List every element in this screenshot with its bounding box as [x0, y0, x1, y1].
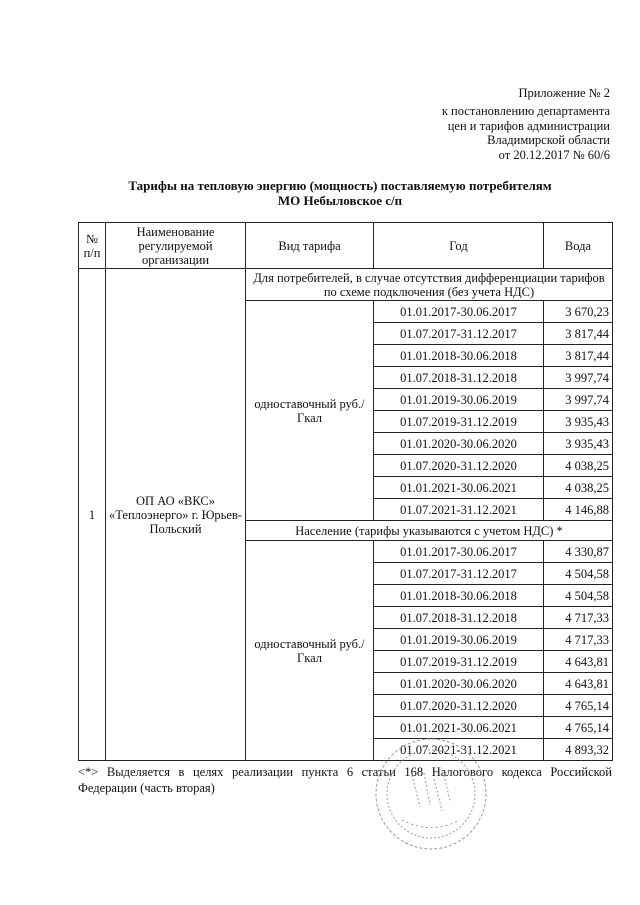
- group-header: Для потребителей, в случае отсутствия дифференциации тарифов по схеме подключения (без учета НДС): [246, 269, 613, 301]
- title-line-1: Тарифы на тепловую энергию (мощность) поставляемую потребителям: [128, 178, 552, 193]
- value-cell: 3 817,44: [544, 323, 613, 345]
- value-cell: 4 765,14: [544, 717, 613, 739]
- organization-name: ОП АО «ВКС» «Теплоэнерго» г. Юрьев-Польский: [106, 269, 246, 761]
- decree-reference: [442, 104, 610, 162]
- tariff-table: [78, 222, 613, 761]
- value-cell: 4 765,14: [544, 695, 613, 717]
- period-cell: 01.01.2017-30.06.2017: [374, 301, 544, 323]
- footnote: <*> Выделяется в целях реализации пункта 6 статьи 168 Налогового кодекса Российской Федерации (часть вторая): [78, 765, 612, 795]
- value-cell: 3 997,74: [544, 367, 613, 389]
- value-cell: 4 717,33: [544, 629, 613, 651]
- period-cell: 01.07.2020-31.12.2020: [374, 695, 544, 717]
- period-cell: 01.07.2019-31.12.2019: [374, 651, 544, 673]
- period-cell: 01.07.2021-31.12.2021: [374, 739, 544, 761]
- period-cell: 01.01.2018-30.06.2018: [374, 345, 544, 367]
- value-cell: 3 997,74: [544, 389, 613, 411]
- page-title: [100, 178, 580, 208]
- period-cell: 01.07.2018-31.12.2018: [374, 607, 544, 629]
- period-cell: 01.01.2019-30.06.2019: [374, 389, 544, 411]
- tariff-type: одноставочный руб./Гкал: [246, 541, 374, 761]
- period-cell: 01.01.2021-30.06.2021: [374, 477, 544, 499]
- value-cell: 3 670,23: [544, 301, 613, 323]
- period-cell: 01.01.2020-30.06.2020: [374, 673, 544, 695]
- period-cell: 01.01.2020-30.06.2020: [374, 433, 544, 455]
- group-header-row: [79, 269, 613, 301]
- decree-line: цен и тарифов администрации: [447, 118, 610, 133]
- value-cell: 4 643,81: [544, 651, 613, 673]
- table-header-row: [79, 223, 613, 269]
- period-cell: 01.07.2020-31.12.2020: [374, 455, 544, 477]
- tariff-type: одноставочный руб./Гкал: [246, 301, 374, 521]
- value-cell: 4 330,87: [544, 541, 613, 563]
- decree-line: Владимирской области: [487, 133, 610, 147]
- official-seal-icon: [372, 735, 490, 853]
- period-cell: 01.01.2017-30.06.2017: [374, 541, 544, 563]
- period-cell: 01.07.2021-31.12.2021: [374, 499, 544, 521]
- value-cell: 4 146,88: [544, 499, 613, 521]
- period-cell: 01.01.2019-30.06.2019: [374, 629, 544, 651]
- col-header-num: № п/п: [79, 223, 106, 269]
- value-cell: 3 935,43: [544, 411, 613, 433]
- group-header: Население (тарифы указываются с учетом НДС) *: [246, 521, 613, 541]
- period-cell: 01.07.2018-31.12.2018: [374, 367, 544, 389]
- col-header-value: Вода: [544, 223, 613, 269]
- period-cell: 01.07.2017-31.12.2017: [374, 323, 544, 345]
- period-cell: 01.01.2018-30.06.2018: [374, 585, 544, 607]
- value-cell: 4 643,81: [544, 673, 613, 695]
- title-line-2: МО Небыловское с/п: [277, 193, 403, 208]
- value-cell: 3 817,44: [544, 345, 613, 367]
- decree-line: от 20.12.2017 № 60/6: [498, 147, 610, 162]
- col-header-org: Наименование регулируемой организации: [106, 223, 246, 269]
- value-cell: 3 935,43: [544, 433, 613, 455]
- value-cell: 4 038,25: [544, 477, 613, 499]
- value-cell: 4 893,32: [544, 739, 613, 761]
- value-cell: 4 504,58: [544, 563, 613, 585]
- period-cell: 01.01.2021-30.06.2021: [374, 717, 544, 739]
- table-body: [79, 269, 613, 761]
- decree-line: к постановлению департамента: [441, 104, 610, 118]
- row-number: 1: [79, 269, 106, 761]
- value-cell: 4 504,58: [544, 585, 613, 607]
- col-header-period: Год: [374, 223, 544, 269]
- col-header-type: Вид тарифа: [246, 223, 374, 269]
- value-cell: 4 038,25: [544, 455, 613, 477]
- period-cell: 01.07.2019-31.12.2019: [374, 411, 544, 433]
- appendix-label: Приложение № 2: [518, 86, 610, 100]
- period-cell: 01.07.2017-31.12.2017: [374, 563, 544, 585]
- value-cell: 4 717,33: [544, 607, 613, 629]
